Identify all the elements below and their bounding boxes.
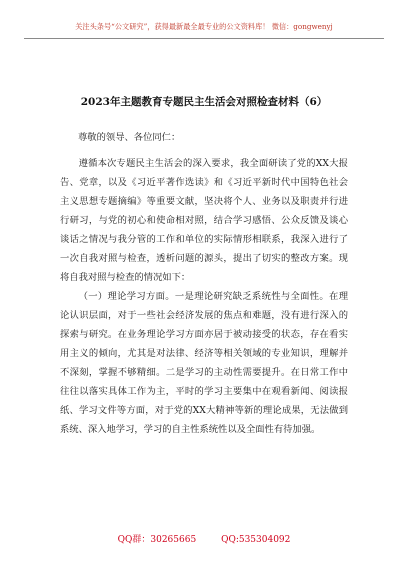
greeting: 尊敬的领导、各位同仁： (78, 132, 181, 143)
footer-qq-number: QQ:535304092 (221, 535, 291, 545)
paragraph-intro: 遵循本次专题民主生活会的深入要求，我全面研读了党的XX大报告、党章，以及《习近平著作选读》和《习近平新时代中国特色社会主义思想专题摘编》等重要文献，坚决将个人、业务以及职责并行进行研习，与党的初心和使命相对照，结合学习感悟、公众反馈及谈心谈话之情况与我分管的工作和单位的实际情形相联系，我深入进行了一次自我对照与检查，透析问题的源头，提出了切实的整改方案。现将自我对照与检查的情况如下： (60, 158, 348, 283)
header-divider (24, 38, 384, 39)
document-title: 2023年主题教育专题民主生活会对照检查材料（6） (80, 96, 328, 108)
document-body (60, 128, 348, 439)
footer-qq-group: QQ群：30265665 (117, 535, 197, 545)
footer-contact (0, 534, 408, 546)
paragraph-theory-study: （一）理论学习方面。一是理论研究缺乏系统性与全面性。在理论认识层面，对于一些社会经济发展的焦点和难题，没有进行深入的探索与研究。在业务理论学习方面亦居于被动接受的状态，存在看实用主义的倾向，尤其是对法律、经济等相关领域的专业知识，理解并不深刻，掌握不够精细。二是学习的主动性需要提升。在日常工作中往往以落实具体工作为主，平时的学习主要集中在观看新闻、阅读报纸、学习文件等方面，对于党的XX大精神等新的理论成果，无法做到系统、深入地学习，学习的自主性系统性以及全面性有待加强。 (60, 291, 348, 435)
promo-banner: 关注头条号“公文研究”，获得最新最全最专业的公文资料库！ 微信：gongwenyj (75, 22, 333, 31)
